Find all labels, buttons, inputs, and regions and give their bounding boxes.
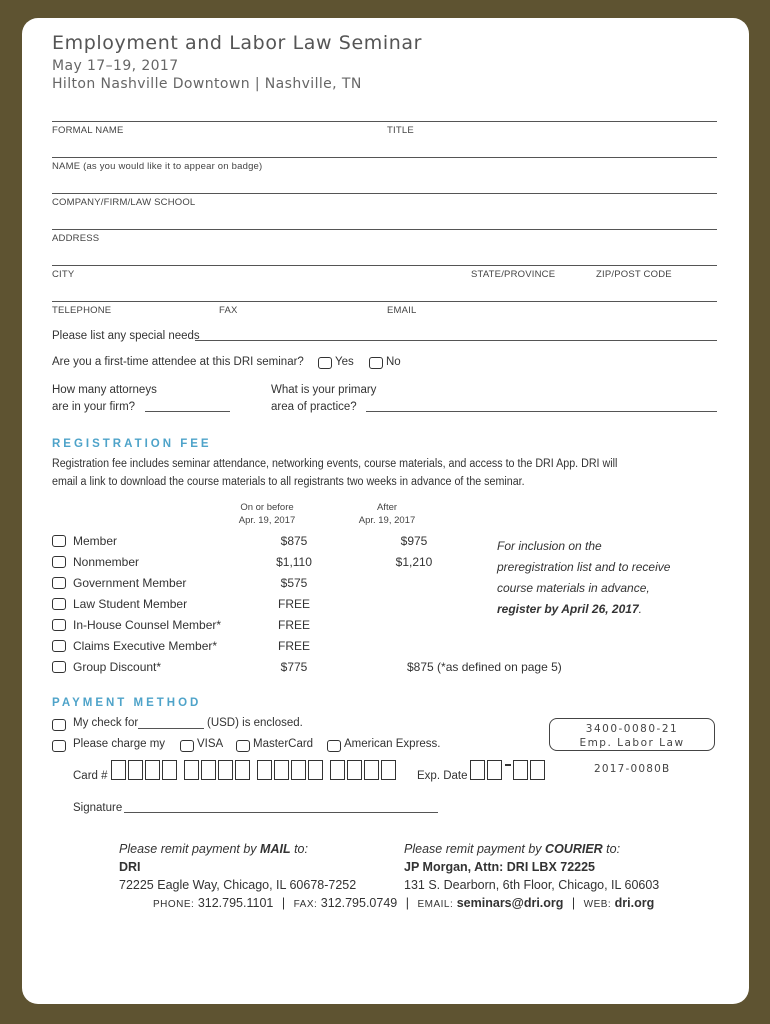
card-digit-box [364,760,379,780]
city-label: CITY [52,269,75,280]
mail-remit-suffix: to: [290,842,308,856]
fax-number-label: FAX: [293,899,318,910]
email-link[interactable]: seminars@dri.org [456,896,564,910]
charge-checkbox[interactable] [52,740,66,752]
first-time-no-checkbox[interactable] [369,357,383,369]
fee-label: Government Member [73,576,187,590]
early-price: FREE [277,597,310,611]
fee-label: Law Student Member [73,597,188,611]
fee-label: Claims Executive Member* [73,639,218,653]
early-column-header [232,501,302,527]
preregistration-deadline: register by April 26, 2017 [497,602,639,616]
courier-remit-name: JP Morgan, Attn: DRI LBX 72225 [404,860,596,874]
address-field[interactable] [52,229,717,230]
special-needs-input[interactable] [195,340,717,341]
check-label-suffix: (USD) is enclosed. [207,717,303,729]
address-label: ADDRESS [52,233,100,244]
contact-separator: | [571,896,576,910]
event-code-line2: Emp. Labor Law [579,737,685,749]
visa-checkbox[interactable] [180,740,194,752]
courier-remit-method: COURIER [545,842,603,856]
registration-description-line2: email a link to download the course materials to all registrants two weeks in advance of the seminar. [52,476,525,488]
mail-remit-block [119,840,356,894]
exp-digit-box [530,760,545,780]
badge-name-field[interactable] [52,157,717,158]
mail-remit-name: DRI [119,860,141,874]
nonmember-checkbox[interactable] [52,556,66,568]
preregistration-note-line3: course materials in advance, [497,581,650,595]
contact-separator: | [281,896,286,910]
fee-label: In-House Counsel Member* [73,618,222,632]
fee-row-claims-executive-member [52,639,592,659]
exp-date-label: Exp. Date [417,770,468,782]
early-price: FREE [277,639,310,653]
first-time-yes-checkbox[interactable] [318,357,332,369]
seminar-location: Hilton Nashville Downtown | Nashville, TN [52,76,362,92]
registration-fee-heading: REGISTRATION FEE [52,438,212,450]
card-digit-box [347,760,362,780]
web-label: WEB: [583,899,612,910]
early-price: FREE [277,618,310,632]
card-digit-box [330,760,345,780]
early-price: $1,110 [276,555,312,569]
visa-label: VISA [197,738,224,750]
early-price: $575 [280,576,308,590]
claims-executive-member-checkbox[interactable] [52,640,66,652]
government-member-checkbox[interactable] [52,577,66,589]
formal-name-label: FORMAL NAME [52,125,124,136]
signature-label: Signature [73,802,123,814]
fee-label: Member [73,534,118,548]
courier-remit-suffix: to: [602,842,621,856]
attorneys-question-line1: How many attorneys [52,384,157,396]
early-column-header-line2: Apr. 19, 2017 [238,515,296,526]
zip-label: ZIP/POST CODE [596,269,672,280]
preregistration-note-period: . [638,602,642,616]
form-code: 2017-0080B [594,763,671,775]
practice-question-line1: What is your primary [271,384,377,396]
card-digit-box [145,760,160,780]
fee-row-group-discount [52,660,592,680]
fee-row-in-house-counsel-member [52,618,592,638]
city-field[interactable] [52,265,717,266]
card-digit-box [257,760,272,780]
formal-name-field[interactable] [52,121,717,122]
payment-method-heading: PAYMENT METHOD [52,697,202,709]
state-label: STATE/PROVINCE [471,269,556,280]
check-amount-input[interactable] [138,728,204,729]
phone-number: 312.795.1101 [197,896,274,910]
fee-label: Group Discount* [73,660,162,674]
american-express-checkbox[interactable] [327,740,341,752]
late-column-header-line1: After [376,502,398,513]
early-column-header-line1: On or before [240,502,294,513]
event-code-box [549,718,715,751]
mail-remit-method: MAIL [260,842,291,856]
mastercard-checkbox[interactable] [236,740,250,752]
company-label: COMPANY/FIRM/LAW SCHOOL [52,197,196,208]
fax-label: FAX [219,305,238,316]
card-digit-box [201,760,216,780]
registration-description-line1: Registration fee includes seminar attendance, networking events, course materials, and access to the DRI App. DRI will [52,458,618,470]
member-checkbox[interactable] [52,535,66,547]
preregistration-note [497,536,670,620]
group-discount-checkbox[interactable] [52,661,66,673]
exp-digit-box [513,760,528,780]
web-link[interactable]: dri.org [614,896,655,910]
charge-label: Please charge my [73,738,166,750]
card-number-input[interactable] [111,760,401,781]
early-price: $875 [280,534,308,548]
check-label-prefix: My check for [73,717,139,729]
signature-field[interactable] [124,812,438,813]
late-column-header-line2: Apr. 19, 2017 [358,515,416,526]
badge-name-label: NAME (as you would like it to appear on badge) [52,161,263,172]
special-needs-label: Please list any special needs [52,330,200,342]
event-code-line1: 3400-0080-21 [585,723,679,735]
seminar-title: Employment and Labor Law Seminar [52,32,423,54]
mail-remit-prefix: Please remit payment by [119,842,261,856]
registration-form-sheet [22,18,749,1004]
early-price: $775 [280,660,308,674]
card-digit-box [218,760,233,780]
contact-separator: | [405,896,409,910]
first-time-question: Are you a first-time attendee at this DRI seminar? [52,356,304,368]
late-price-note: $875 (*as defined on page 5) [407,660,562,674]
exp-date-input[interactable] [470,760,550,781]
card-digit-box [162,760,177,780]
mastercard-label: MasterCard [253,738,314,750]
card-number-label: Card # [73,770,108,782]
late-price: $1,210 [395,555,433,569]
seminar-dates: May 17–19, 2017 [52,58,179,74]
phone-label: PHONE: [153,899,195,910]
attorneys-question-line2: are in your firm? [52,401,136,413]
card-digit-box [184,760,199,780]
american-express-label: American Express. [344,738,441,750]
email-contact-label: EMAIL: [417,899,454,910]
card-digit-box [381,760,396,780]
in-house-counsel-member-checkbox[interactable] [52,619,66,631]
email-label: EMAIL [387,305,417,316]
courier-remit-address: 131 S. Dearborn, 6th Floor, Chicago, IL 60603 [404,878,660,892]
attorneys-count-input[interactable] [145,411,230,412]
card-digit-box [235,760,250,780]
telephone-label: TELEPHONE [52,305,112,316]
title-label: TITLE [387,125,414,136]
card-digit-box [111,760,126,780]
contact-line [153,894,654,914]
courier-remit-block [404,840,659,894]
company-field[interactable] [52,193,717,194]
practice-question-line2: area of practice? [271,401,357,413]
exp-digit-box [487,760,502,780]
law-student-member-checkbox[interactable] [52,598,66,610]
preregistration-note-line1: For inclusion on the [497,539,602,553]
preregistration-note-line2: preregistration list and to receive [497,560,671,574]
fax-number: 312.795.0749 [320,896,398,910]
card-digit-box [308,760,323,780]
courier-remit-prefix: Please remit payment by [404,842,546,856]
exp-digit-box [470,760,485,780]
late-column-header [352,501,422,527]
practice-area-input[interactable] [366,411,717,412]
check-checkbox[interactable] [52,719,66,731]
exp-date-dash [505,764,511,766]
card-digit-box [291,760,306,780]
first-time-yes-label: Yes [335,356,354,368]
mail-remit-address: 72225 Eagle Way, Chicago, IL 60678-7252 [119,878,357,892]
first-time-no-label: No [386,356,401,368]
card-digit-box [274,760,289,780]
card-digit-box [128,760,143,780]
telephone-field[interactable] [52,301,717,302]
fee-label: Nonmember [73,555,140,569]
late-price: $975 [400,534,428,548]
